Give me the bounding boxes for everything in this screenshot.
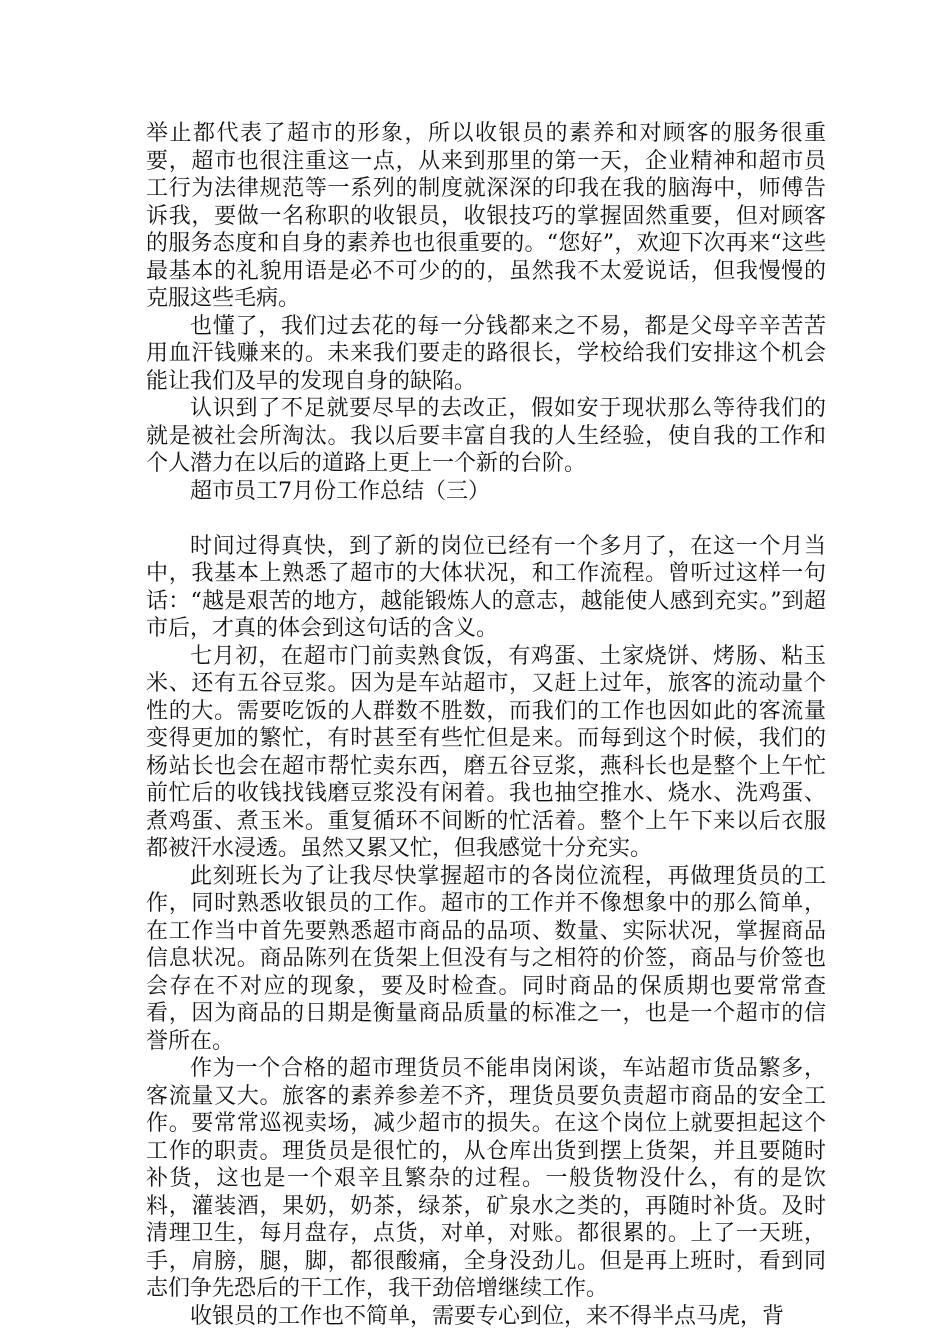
paragraph: 此刻班长为了让我尽快掌握超市的各岗位流程，再做理货员的工作，同时熟悉收银员的工作。超市的工作并不像想象中的那么简单，在工作当中首先要熟悉超市商品的品项、数量、实际状况，掌握商品信息状况。商品陈列在货架上但没有与之相符的价签，商品与价签也会存在不对应的现象，要及时检查。同时商品的保质期也要常常查看，因为商品的日期是衡量商品质量的标准之一，也是一个超市的信誉所在。 [146, 863, 826, 1054]
paragraph: 七月初，在超市门前卖熟食饭，有鸡蛋、土家烧饼、烤肠、粘玉米、还有五谷豆浆。因为是车站超市，又赶上过年，旅客的流动量个性的大。需要吃饭的人群数不胜数，而我们的工作也因如此的客流量变得更加的繁忙，有时甚至有些忙但是来。而每到这个时候，我们的杨站长也会在超市帮忙卖东西，磨五谷豆浆，燕科长也是整个上午忙前忙后的收钱找钱磨豆浆没有闲着。我也抽空推水、烧水、洗鸡蛋、煮鸡蛋、煮玉米。重复循环不间断的忙活着。整个上午下来以后衣服都被汗水浸透。虽然又累又忙，但我感觉十分充实。 [146, 643, 826, 861]
paragraph: 作为一个合格的超市理货员不能串岗闲谈，车站超市货品繁多，客流量又大。旅客的素养参差不齐，理货员要负责超市商品的安全工作。要常常巡视卖场，减少超市的损失。在这个岗位上就要担起这个工作的职责。理货员是很忙的，从仓库出货到摆上货架，并且要随时补货，这也是一个艰辛且繁杂的过程。一般货物没什么，有的是饮料，灌装酒，果奶，奶茶，绿茶，矿泉水之类的，再随时补货。及时清理卫生，每月盘存，点货，对单，对账。都很累的。上了一天班，手，肩膀，腿，脚，都很酸痛，全身没劲儿。但是再上班时，看到同志们争先恐后的干工作，我干劲倍增继续工作。 [146, 1056, 826, 1301]
paragraph: 认识到了不足就要尽早的去改正，假如安于现状那么等待我们的就是被社会所淘汰。我以后要丰富自我的人生经验，使自我的工作和个人潜力在以后的道路上更上一个新的台阶。 [146, 396, 826, 476]
section-heading: 超市员工7月份工作总结（三） [190, 478, 490, 504]
paragraph: 也懂了，我们过去花的每一分钱都来之不易，都是父母辛辛苦苦用血汗钱赚来的。未来我们要走的路很长，学校给我们安排这个机会能让我们及早的发现自身的缺陷。 [146, 313, 826, 394]
paragraph: 收银员的工作也不简单，需要专心到位，来不得半点马虎，背 [190, 1303, 785, 1329]
paragraph: 时间过得真快，到了新的岗位已经有一个多月了，在这一个月当中，我基本上熟悉了超市的大体状况，和工作流程。曾听过这样一句话：“越是艰苦的地方，越能锻炼人的意志，越能使人感到充实。”到超市后，才真的体会到这句话的含义。 [146, 533, 826, 641]
blank-line [146, 505, 826, 533]
document-page [146, 120, 826, 1330]
paragraph-continuation: 举止都代表了超市的形象，所以收银员的素养和对顾客的服务很重要，超市也很注重这一点，从来到那里的第一天，企业精神和超市员工行为法律规范等一系列的制度就深深的印我在我的脑海中，师傅告诉我，要做一名称职的收银员，收银技巧的掌握固然重要，但对顾客的服务态度和自身的素养也也很重要的。“您好”，欢迎下次再来“这些最基本的礼貌用语是必不可少的的，虽然我不太爱说话，但我慢慢的克服这些毛病。 [146, 121, 826, 311]
